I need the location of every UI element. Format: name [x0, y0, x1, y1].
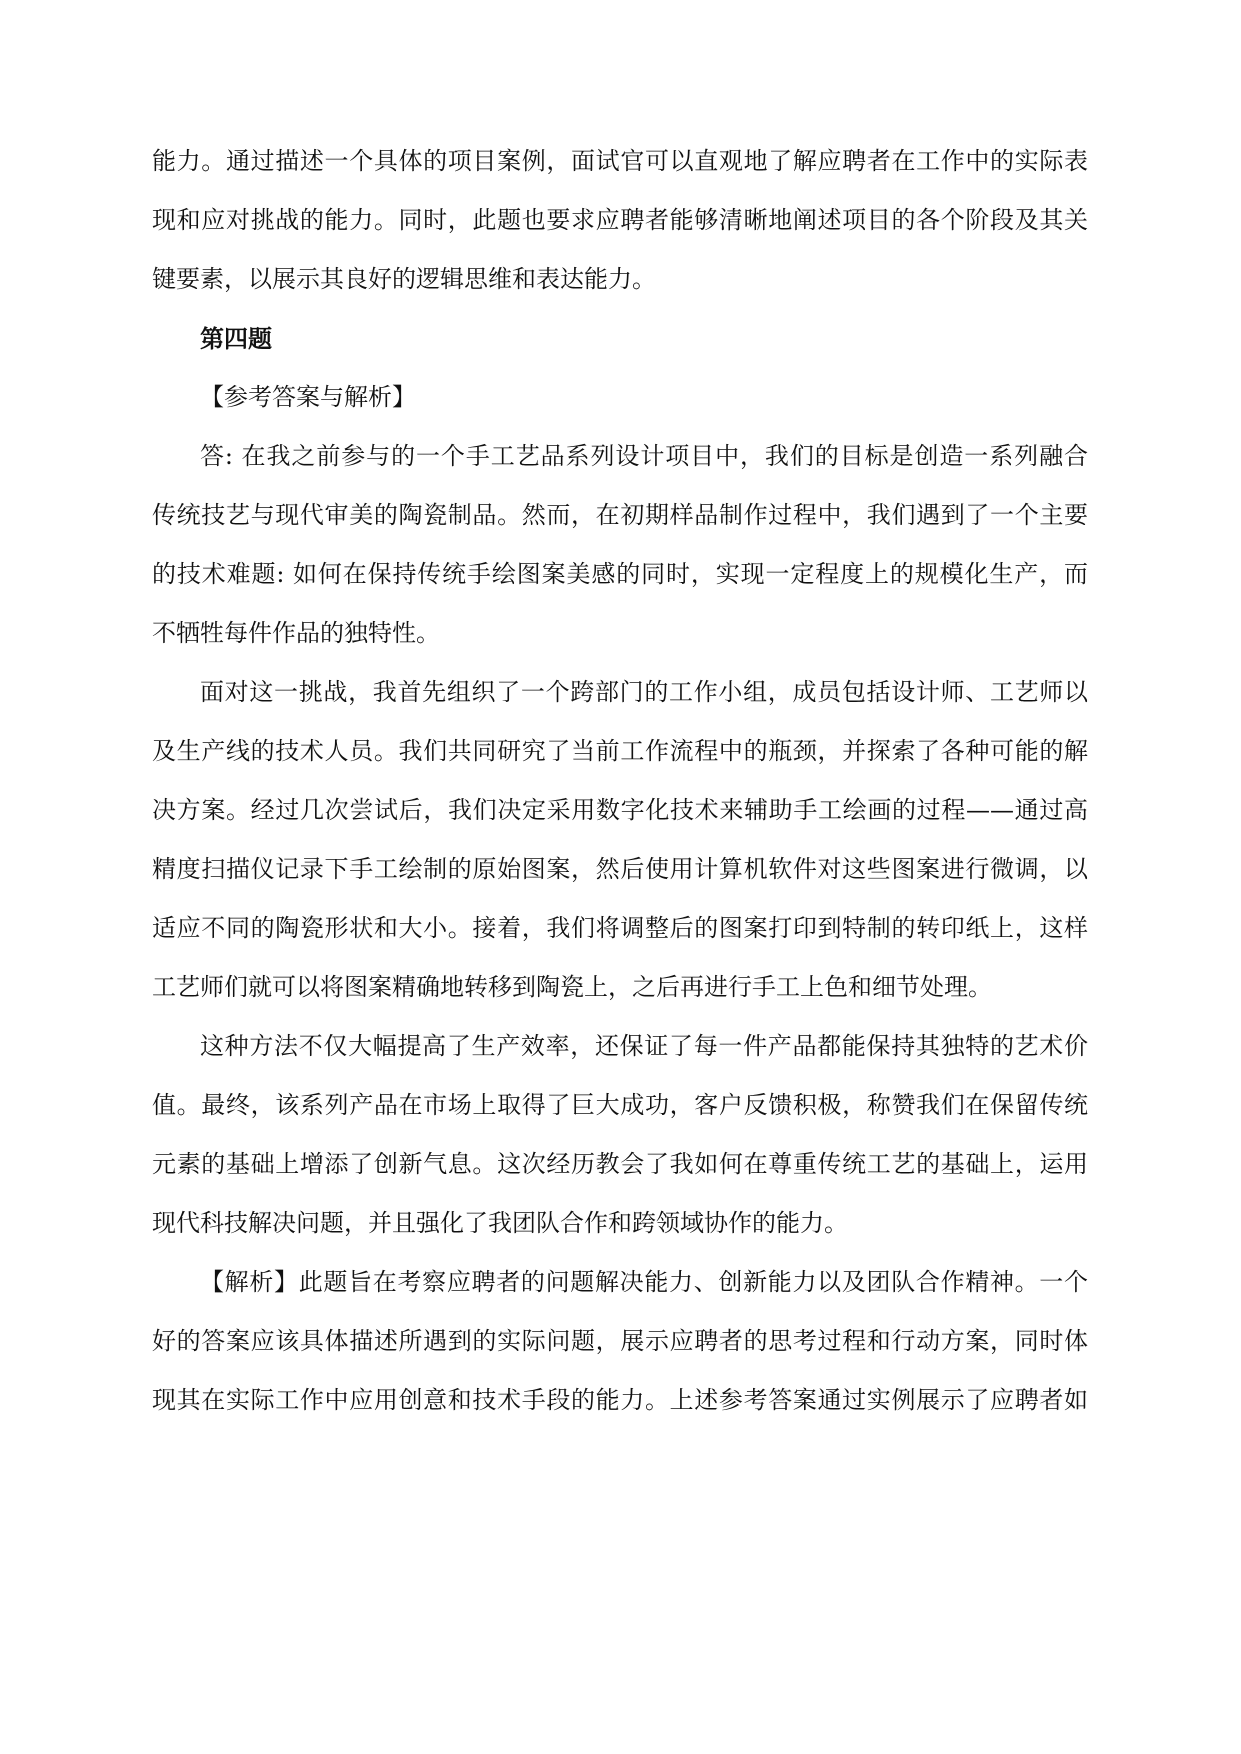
- intro-line-3: 键要素，以展示其良好的逻辑思维和表达能力。: [152, 265, 656, 293]
- intro-line-2: 现和应对挑战的能力。同时，此题也要求应聘者能够清晰地阐述项目的各个阶段及其关: [152, 206, 1088, 234]
- intro-paragraph: [152, 132, 1088, 309]
- answer-1-line-3: 的技术难题: 如何在保持传统手绘图案美感的同时，实现一定程度上的规模化生产，而: [152, 560, 1088, 588]
- answer-paragraph-2: [152, 663, 1088, 1017]
- answer-3-line-4: 现代科技解决问题，并且强化了我团队合作和跨领域协作的能力。: [152, 1209, 848, 1237]
- analysis-line-1: 【解析】此题旨在考察应聘者的问题解决能力、创新能力以及团队合作精神。一个: [200, 1268, 1088, 1296]
- section-label: 【参考答案与解析】: [200, 383, 416, 411]
- intro-line-1: 能力。通过描述一个具体的项目案例，面试官可以直观地了解应聘者在工作中的实际表: [152, 147, 1088, 175]
- question-heading: 第四题: [200, 324, 272, 353]
- answer-2-line-2: 及生产线的技术人员。我们共同研究了当前工作流程中的瓶颈，并探索了各种可能的解: [152, 737, 1088, 765]
- analysis-paragraph: [152, 1253, 1088, 1430]
- answer-1-line-4: 不牺牲每件作品的独特性。: [152, 619, 440, 647]
- answer-2-line-6: 工艺师们就可以将图案精确地转移到陶瓷上，之后再进行手工上色和细节处理。: [152, 973, 992, 1001]
- answer-2-line-3: 决方案。经过几次尝试后，我们决定采用数字化技术来辅助手工绘画的过程——通过高: [152, 796, 1088, 824]
- document-page: [152, 132, 1088, 1430]
- answer-2-line-5: 适应不同的陶瓷形状和大小。接着，我们将调整后的图案打印到特制的转印纸上，这样: [152, 914, 1088, 942]
- answer-paragraph-3: [152, 1017, 1088, 1253]
- answer-3-line-3: 元素的基础上增添了创新气息。这次经历教会了我如何在尊重传统工艺的基础上，运用: [152, 1150, 1088, 1178]
- answer-2-line-4: 精度扫描仪记录下手工绘制的原始图案，然后使用计算机软件对这些图案进行微调，以: [152, 855, 1088, 883]
- analysis-line-2: 好的答案应该具体描述所遇到的实际问题，展示应聘者的思考过程和行动方案，同时体: [152, 1327, 1088, 1355]
- answer-1-line-2: 传统技艺与现代审美的陶瓷制品。然而，在初期样品制作过程中，我们遇到了一个主要: [152, 501, 1088, 529]
- answer-2-line-1: 面对这一挑战，我首先组织了一个跨部门的工作小组，成员包括设计师、工艺师以: [200, 678, 1088, 706]
- answer-paragraph-1: [152, 427, 1088, 663]
- analysis-line-3: 现其在实际工作中应用创意和技术手段的能力。上述参考答案通过实例展示了应聘者如: [152, 1386, 1088, 1414]
- answer-3-line-2: 值。最终，该系列产品在市场上取得了巨大成功，客户反馈积极，称赞我们在保留传统: [152, 1091, 1088, 1119]
- answer-3-line-1: 这种方法不仅大幅提高了生产效率，还保证了每一件产品都能保持其独特的艺术价: [200, 1032, 1088, 1060]
- answer-1-line-1: 答: 在我之前参与的一个手工艺品系列设计项目中，我们的目标是创造一系列融合: [200, 442, 1088, 470]
